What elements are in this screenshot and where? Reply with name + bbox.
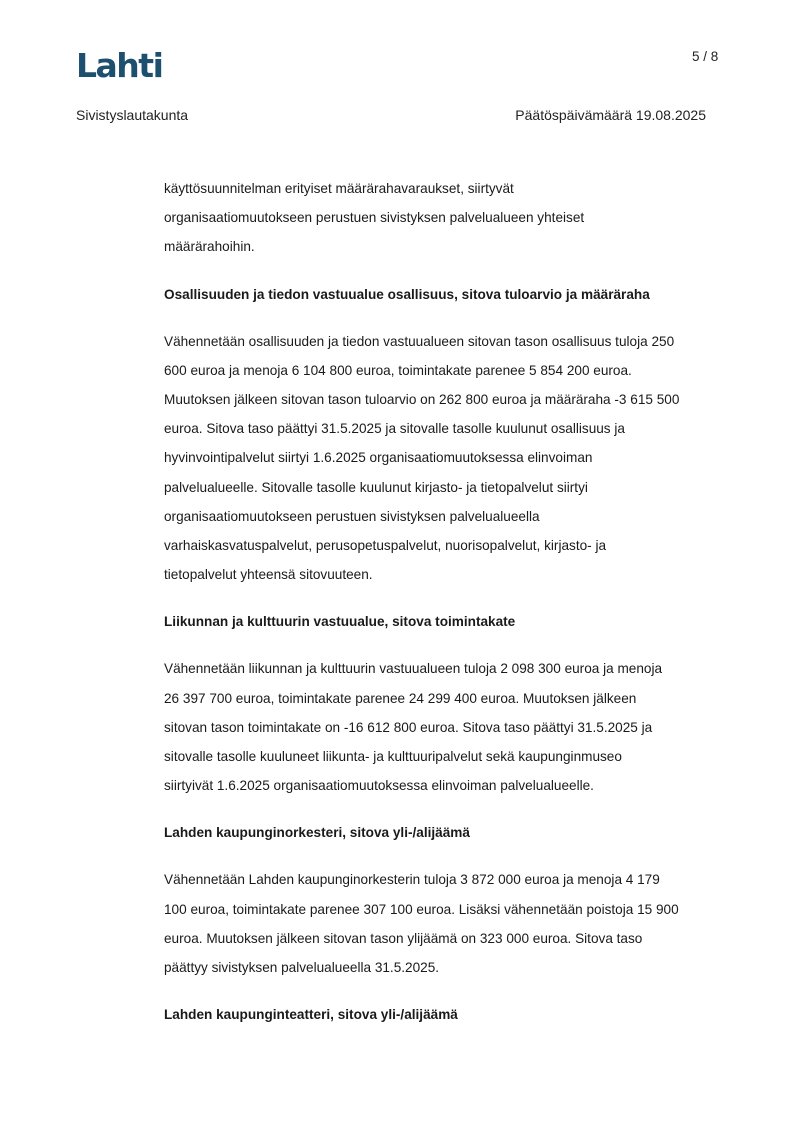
section-paragraph-liikunta — [164, 654, 720, 800]
text-line: käyttösuunnitelman erityiset määrärahavaraukset, siirtyvät — [164, 181, 514, 196]
text-line: määrärahoihin. — [164, 239, 255, 255]
text-line: euroa. Sitova taso päättyi 31.5.2025 ja sitovalle tasolle kuulunut osallisuus ja — [164, 421, 625, 437]
text-line: sitovan tason toimintakate on -16 612 800 euroa. Sitova taso päättyi 31.5.2025 ja — [164, 719, 653, 735]
lahti-logo — [76, 48, 168, 82]
section-heading-teatteri: Lahden kaupunginteatteri, sitova yli-/alijäämä — [164, 1007, 458, 1023]
page-number: 5 / 8 — [692, 49, 719, 64]
text-line: päättyy sivistyksen palvelualueella 31.5.2025. — [164, 960, 440, 976]
text-line: organisaatiomuutokseen perustuen sivistyksen palvelualueen yhteiset — [164, 210, 585, 226]
document-body — [164, 174, 720, 1047]
text-line: Vähennetään Lahden kaupunginorkesterin tuloja 3 872 000 euroa ja menoja 4 179 — [164, 872, 660, 888]
text-line: Vähennetään liikunnan ja kulttuurin vastuualueen tuloja 2 098 300 euroa ja menoja — [164, 661, 663, 677]
text-line: varhaiskasvatuspalvelut, perusopetuspalvelut, nuorisopalvelut, kirjasto- ja — [164, 538, 607, 554]
text-line: sitovalle tasolle kuuluneet liikunta- ja kulttuuripalvelut sekä kaupunginmuseo — [164, 749, 622, 765]
text-line: Vähennetään osallisuuden ja tiedon vastuualueen sitovan tason osallisuus tuloja 250 — [164, 333, 675, 349]
organization-name: Sivistyslautakunta — [76, 107, 189, 123]
text-line: hyvinvointipalvelut siirtyi 1.6.2025 organisaatiomuutoksessa elinvoiman — [164, 450, 593, 466]
section-heading-osallisuus: Osallisuuden ja tiedon vastuualue osallisuus, sitova tuloarvio ja määräraha — [164, 286, 650, 302]
logo-wordmark: Lahti — [76, 48, 163, 82]
text-line: organisaatiomuutokseen perustuen sivistyksen palvelualueella — [164, 508, 540, 524]
text-line: siirtyivät 1.6.2025 organisaatiomuutoksessa elinvoiman palvelualueelle. — [164, 778, 594, 794]
text-line: tietopalvelut yhteensä sitovuuteen. — [164, 567, 373, 583]
section-heading-orkesteri: Lahden kaupunginorkesteri, sitova yli-/alijäämä — [164, 825, 470, 841]
text-line: 26 397 700 euroa, toimintakate parenee 24 299 400 euroa. Muutoksen jälkeen — [164, 690, 637, 706]
intro-paragraph — [164, 174, 720, 262]
text-line: Muutoksen jälkeen sitovan tason tuloarvio on 262 800 euroa ja määräraha -3 615 500 — [164, 392, 680, 408]
text-line: 600 euroa ja menoja 6 104 800 euroa, toimintakate parenee 5 854 200 euroa. — [164, 362, 632, 378]
section-heading-liikunta: Liikunnan ja kulttuurin vastuualue, sitova toimintakate — [164, 614, 516, 630]
text-line: 100 euroa, toimintakate parenee 307 100 euroa. Lisäksi vähennetään poistoja 15 900 — [164, 901, 679, 917]
section-paragraph-orkesteri — [164, 865, 720, 982]
text-line: palvelualueelle. Sitovalle tasolle kuulunut kirjasto- ja tietopalvelut siirtyi — [164, 479, 588, 495]
decision-date: Päätöspäivämäärä 19.08.2025 — [515, 107, 706, 123]
text-line: euroa. Muutoksen jälkeen sitovan tason ylijäämä on 323 000 euroa. Sitova taso — [164, 930, 643, 946]
section-paragraph-osallisuus — [164, 327, 720, 590]
